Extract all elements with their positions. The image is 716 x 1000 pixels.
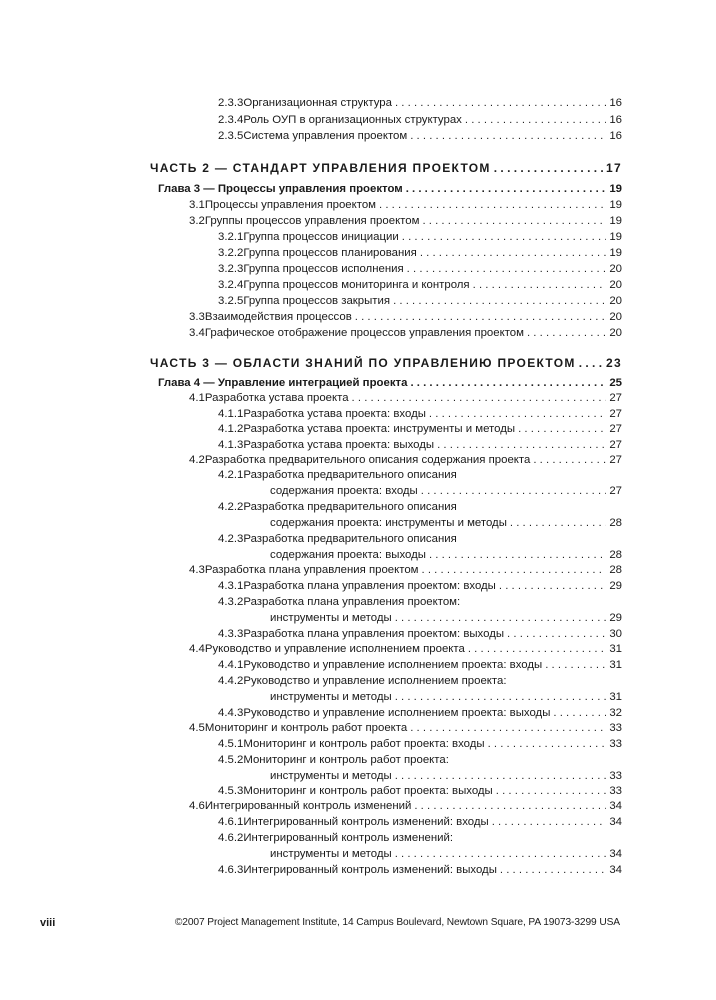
- toc-entry-title: Роль ОУП в организационных структурах: [243, 114, 462, 126]
- toc-entry: [218, 814, 622, 831]
- toc-entry-page: 34: [609, 848, 622, 860]
- dot-leader: [527, 325, 606, 342]
- toc-entry-title: Мониторинг и контроль работ проекта: выходы: [243, 785, 493, 797]
- toc-entry: [218, 657, 622, 674]
- toc-entry: [218, 245, 622, 262]
- toc-entry: [189, 390, 622, 407]
- toc-entry-title: Глава 4 — Управление интеграцией проекта: [158, 377, 408, 389]
- toc-entry-number: 4.1.2: [218, 423, 244, 435]
- toc-entry-page: 27: [609, 454, 622, 466]
- toc-entry: [189, 641, 622, 658]
- toc-entry-page: 28: [609, 549, 622, 561]
- toc-entry-number: 4.4.3: [218, 707, 244, 719]
- toc-entry-number: 4.1: [189, 392, 205, 404]
- dot-leader: [395, 689, 607, 706]
- toc-entry-title: Разработка предварительного описания: [243, 469, 457, 481]
- toc-entry-title: Интегрированный контроль изменений: входы: [243, 816, 489, 828]
- toc-entry-title: Группа процессов планирования: [243, 247, 417, 259]
- toc-entry-page: 16: [609, 130, 622, 142]
- toc-entry: [189, 197, 622, 214]
- toc-entry-page: 27: [609, 423, 622, 435]
- toc-entry-title: инструменты и методы: [270, 612, 392, 624]
- toc-entry-page: 19: [609, 247, 622, 259]
- toc-entry-number: 4.3.3: [218, 628, 244, 640]
- toc-entry-number: 4.2.1: [218, 469, 244, 481]
- toc-entry: [218, 467, 622, 484]
- dot-leader: [494, 160, 603, 177]
- dot-leader: [422, 213, 606, 230]
- toc-entry-title: Графическое отображение процессов управления проектом: [204, 327, 524, 339]
- toc-entry-number: 4.6.3: [218, 864, 244, 876]
- toc-entry-number: 2.3.3: [218, 97, 244, 109]
- toc-entry-page: 27: [609, 408, 622, 420]
- toc-entry-page: 16: [609, 114, 622, 126]
- toc-entry-title: Разработка устава проекта: инструменты и методы: [243, 423, 516, 435]
- toc-entry-page: 31: [609, 643, 622, 655]
- toc-entry-page: 29: [609, 580, 622, 592]
- toc-entry-title: Руководство и управление исполнением проекта: входы: [243, 659, 543, 671]
- toc-entry-page: 34: [609, 800, 622, 812]
- toc-entry: [218, 736, 622, 753]
- dot-leader: [393, 293, 606, 310]
- dot-leader: [488, 736, 607, 753]
- toc-entry-title: Разработка плана управления проектом:: [243, 596, 461, 608]
- toc-entry: [189, 213, 622, 230]
- toc-entry-title: Группа процессов мониторинга и контроля: [243, 279, 470, 291]
- toc-entry-title: Интегрированный контроль изменений: выходы: [243, 864, 497, 876]
- dot-leader: [465, 112, 606, 129]
- toc-entry-page: 19: [609, 199, 622, 211]
- toc-entry-title: Система управления проектом: [243, 130, 408, 142]
- toc-entry: [150, 160, 622, 177]
- toc-entry: [218, 421, 622, 438]
- toc-entry-number: 4.4: [189, 643, 205, 655]
- toc-entry-page: 29: [609, 612, 622, 624]
- toc-entry-number: 4.2.3: [218, 533, 244, 545]
- dot-leader: [395, 95, 606, 112]
- toc-entry-number: 3.4: [189, 327, 205, 339]
- toc-entry-title: Разработка устава проекта: выходы: [243, 439, 435, 451]
- toc-entry-title: Руководство и управление исполнением проекта: [204, 643, 465, 655]
- toc-entry-title: Группа процессов инициации: [243, 231, 399, 243]
- toc-entry-page: 30: [609, 628, 622, 640]
- toc-entry-page: 27: [609, 485, 622, 497]
- toc-entry: [158, 181, 622, 198]
- copyright-footer: ©2007 Project Management Institute, 14 Campus Boulevard, Newtown Square, PA 19073-3299 USA: [174, 917, 620, 928]
- toc-entry-number: 4.1.1: [218, 408, 244, 420]
- dot-leader: [395, 846, 607, 863]
- toc-entry-title: содержания проекта: входы: [270, 485, 418, 497]
- toc-entry-number: 4.6.2: [218, 832, 244, 844]
- toc-entry-title: содержания проекта: выходы: [270, 549, 426, 561]
- toc-entry-page: 19: [609, 231, 622, 243]
- toc-entry-page: 19: [609, 215, 622, 227]
- toc-entry: [270, 515, 622, 532]
- toc-entry-page: 27: [609, 392, 622, 404]
- toc-entry: [270, 689, 622, 706]
- toc-entry-title: Группа процессов исполнения: [243, 263, 404, 275]
- toc-entry-title: Разработка плана управления проектом: входы: [243, 580, 496, 592]
- dot-leader: [518, 421, 606, 438]
- toc-entry-number: 2.3.4: [218, 114, 244, 126]
- toc-entry-page: 28: [609, 517, 622, 529]
- dot-leader: [468, 641, 606, 658]
- toc-entry-title: Разработка предварительного описания: [243, 501, 457, 513]
- toc-entry-number: 4.6.1: [218, 816, 244, 828]
- toc-entry-page: 17: [606, 161, 622, 175]
- toc-entry-title: Руководство и управление исполнением проекта: выходы: [243, 707, 551, 719]
- dot-leader: [379, 197, 606, 214]
- toc-entry-number: 4.2: [189, 454, 205, 466]
- toc-entry: [189, 720, 622, 737]
- toc-entry: [218, 128, 622, 145]
- toc-entry-number: 4.4.2: [218, 675, 244, 687]
- toc-entry-title: содержания проекта: инструменты и методы: [270, 517, 507, 529]
- toc-entry-number: 4.1.3: [218, 439, 244, 451]
- toc-entry-title: Мониторинг и контроль работ проекта: входы: [243, 738, 485, 750]
- toc-entry: [218, 673, 622, 690]
- toc-entry: [218, 752, 622, 769]
- toc-entry-title: Разработка предварительного описания: [243, 533, 457, 545]
- toc-entry-title: инструменты и методы: [270, 848, 392, 860]
- dot-leader: [410, 128, 606, 145]
- toc-entry-number: 4.5: [189, 722, 205, 734]
- toc-entry-page: 27: [609, 439, 622, 451]
- toc-entry-title: инструменты и методы: [270, 691, 392, 703]
- dot-leader: [395, 610, 607, 627]
- toc-entry-page: 20: [609, 327, 622, 339]
- toc-entry: [189, 309, 622, 326]
- toc-entry-number: 3.2.2: [218, 247, 244, 259]
- toc-entry-number: 3.1: [189, 199, 205, 211]
- dot-leader: [422, 562, 607, 579]
- toc-entry-page: 34: [609, 864, 622, 876]
- toc-entry-page: 20: [609, 311, 622, 323]
- toc-entry-page: 34: [609, 816, 622, 828]
- toc-entry: [189, 798, 622, 815]
- dot-leader: [352, 390, 607, 407]
- toc-entry-number: 4.2.2: [218, 501, 244, 513]
- page-number: viii: [40, 917, 56, 929]
- toc-entry-number: 4.4.1: [218, 659, 244, 671]
- toc-entry: [218, 578, 622, 595]
- toc-entry-page: 20: [609, 295, 622, 307]
- toc-entry-title: Организационная структура: [243, 97, 392, 109]
- dot-leader: [499, 578, 606, 595]
- toc-entry-page: 31: [609, 691, 622, 703]
- toc-entry-page: 31: [609, 659, 622, 671]
- toc-entry-title: Интегрированный контроль изменений: [204, 800, 412, 812]
- toc-entry-number: 4.3.1: [218, 580, 244, 592]
- toc-entry-page: 32: [609, 707, 622, 719]
- toc-entry-page: 33: [609, 738, 622, 750]
- dot-leader: [406, 181, 607, 198]
- dot-leader: [420, 245, 607, 262]
- toc-entry-title: Группа процессов закрытия: [243, 295, 391, 307]
- toc-entry-number: 3.2.3: [218, 263, 244, 275]
- toc-entry: [218, 830, 622, 847]
- toc-entry: [189, 562, 622, 579]
- toc-entry-page: 25: [609, 377, 622, 389]
- toc-entry-number: 3.2: [189, 215, 205, 227]
- toc-entry-page: 19: [609, 183, 622, 195]
- toc-entry-number: 4.5.2: [218, 754, 244, 766]
- toc-entry: [218, 293, 622, 310]
- toc-entry: [270, 483, 622, 500]
- toc-entry-number: 4.5.3: [218, 785, 244, 797]
- toc-entry-title: Разработка предварительного описания содержания проекта: [204, 454, 531, 466]
- toc-entry: [270, 610, 622, 627]
- dot-leader: [510, 515, 606, 532]
- toc-entry: [189, 325, 622, 342]
- dot-leader: [414, 798, 606, 815]
- dot-leader: [421, 483, 607, 500]
- toc-entry-title: ЧАСТЬ 2 — СТАНДАРТ УПРАВЛЕНИЯ ПРОЕКТОМ: [150, 161, 491, 175]
- toc-entry-number: 4.5.1: [218, 738, 244, 750]
- toc-entry: [218, 594, 622, 611]
- toc-entry-title: Глава 3 — Процессы управления проектом: [158, 183, 403, 195]
- toc-entry-title: ЧАСТЬ 3 — ОБЛАСТИ ЗНАНИЙ ПО УПРАВЛЕНИЮ ПРОЕКТОМ: [150, 356, 576, 370]
- dot-leader: [473, 277, 607, 294]
- toc-entry-title: Разработка устава проекта: входы: [243, 408, 426, 420]
- toc-entry: [270, 846, 622, 863]
- toc-entry-title: Группы процессов управления проектом: [204, 215, 420, 227]
- dot-leader: [402, 229, 607, 246]
- toc-entry: [218, 261, 622, 278]
- toc-entry-page: 20: [609, 279, 622, 291]
- dot-leader: [545, 657, 606, 674]
- toc-entry-title: Интегрированный контроль изменений:: [243, 832, 453, 844]
- toc-entry: [218, 277, 622, 294]
- toc-entry-title: Разработка устава проекта: [204, 392, 349, 404]
- toc-entry-title: Разработка плана управления проектом: [204, 564, 419, 576]
- toc-entry-number: 4.6: [189, 800, 205, 812]
- toc-entry-page: 33: [609, 785, 622, 797]
- toc-entry-number: 4.3: [189, 564, 205, 576]
- toc-entry-number: 3.2.4: [218, 279, 244, 291]
- dot-leader: [500, 862, 606, 879]
- dot-leader: [492, 814, 607, 831]
- toc-entry-title: Взаимодействия процессов: [204, 311, 352, 323]
- toc-entry-page: 33: [609, 722, 622, 734]
- toc-entry-title: Процессы управления проектом: [204, 199, 377, 211]
- toc-entry: [218, 95, 622, 112]
- toc-entry-number: 3.2.1: [218, 231, 244, 243]
- dot-leader: [407, 261, 607, 278]
- toc-entry-page: 23: [606, 356, 622, 370]
- toc-entry-title: Разработка плана управления проектом: выходы: [243, 628, 505, 640]
- toc-entry-title: Мониторинг и контроль работ проекта: [204, 722, 408, 734]
- toc-entry: [218, 229, 622, 246]
- toc-entry: [218, 531, 622, 548]
- toc-entry-number: 4.3.2: [218, 596, 244, 608]
- dot-leader: [355, 309, 607, 326]
- toc-entry-title: Руководство и управление исполнением проекта:: [243, 675, 507, 687]
- dot-leader: [579, 355, 603, 372]
- toc-entry-title: Мониторинг и контроль работ проекта:: [243, 754, 449, 766]
- toc-entry: [150, 355, 622, 372]
- toc-entry: [218, 112, 622, 129]
- toc-entry-number: 3.3: [189, 311, 205, 323]
- toc-entry-page: 20: [609, 263, 622, 275]
- toc-entry: [218, 499, 622, 516]
- toc-entry: [218, 862, 622, 879]
- toc-entry-number: 2.3.5: [218, 130, 244, 142]
- dot-leader: [410, 720, 606, 737]
- toc-entry-page: 28: [609, 564, 622, 576]
- toc-entry-number: 3.2.5: [218, 295, 244, 307]
- toc-entry-title: инструменты и методы: [270, 770, 392, 782]
- toc-entry-page: 16: [609, 97, 622, 109]
- toc-entry-page: 33: [609, 770, 622, 782]
